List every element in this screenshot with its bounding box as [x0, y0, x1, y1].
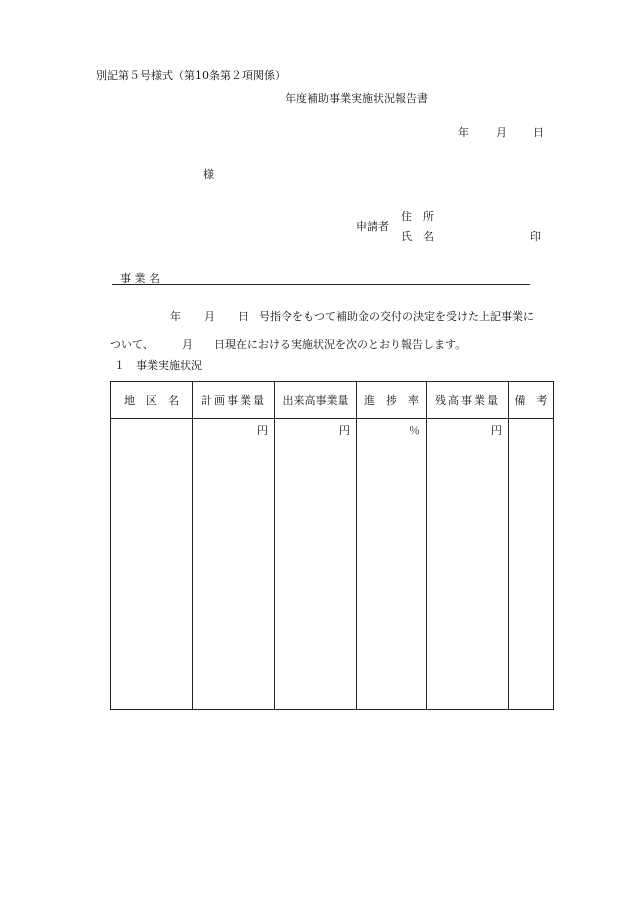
name-label: 氏 名: [401, 230, 434, 243]
unit-percent: ％: [409, 424, 420, 437]
cell-progress-rate[interactable]: [357, 419, 427, 710]
cell-completed-volume[interactable]: [275, 419, 357, 710]
form-label: 別記第５号様式（第10条第２項関係）: [96, 69, 286, 82]
header-completed-volume: 出来高事業量: [275, 382, 357, 419]
cell-remaining-volume[interactable]: [427, 419, 509, 710]
header-remarks: 備 考: [509, 382, 554, 419]
date-day-label: 日: [533, 126, 544, 139]
header-remaining-volume: 残高事業量: [427, 382, 509, 419]
address-label: 住 所: [401, 210, 434, 223]
table-row: [111, 419, 554, 710]
section-title: １ 事業実施状況: [114, 359, 202, 372]
cell-remarks[interactable]: [509, 419, 554, 710]
body-text-2: 日現在における実施状況を次のとおり報告します。: [214, 338, 467, 351]
header-district: 地 区 名: [111, 382, 193, 419]
project-name-underline: [112, 284, 530, 285]
date-month-label: 月: [496, 126, 507, 139]
seal-mark: 印: [530, 230, 541, 243]
document-title: 年度補助事業実施状況報告書: [285, 92, 428, 105]
date-year-label: 年: [458, 126, 469, 139]
cell-planned-volume[interactable]: [193, 419, 275, 710]
status-table: [110, 381, 554, 710]
applicant-label: 申請者: [356, 220, 389, 233]
body-day: 日: [238, 310, 249, 323]
project-name-label: 事 業 名: [120, 272, 160, 285]
unit-yen: 円: [257, 424, 268, 437]
body-year: 年: [170, 310, 181, 323]
table-header-row: [111, 382, 554, 419]
body-text-1: 号指令をもつて補助金の交付の決定を受けた上記事業に: [259, 310, 534, 323]
body-month-2: 月: [182, 338, 193, 351]
cell-district[interactable]: [111, 419, 193, 710]
unit-yen: 円: [339, 424, 350, 437]
unit-yen: 円: [491, 424, 502, 437]
body-prefix: ついて、: [110, 338, 154, 351]
body-month: 月: [204, 310, 215, 323]
header-progress-rate: 進 捗 率: [357, 382, 427, 419]
addressee-suffix: 様: [203, 168, 214, 181]
header-planned-volume: 計画事業量: [193, 382, 275, 419]
